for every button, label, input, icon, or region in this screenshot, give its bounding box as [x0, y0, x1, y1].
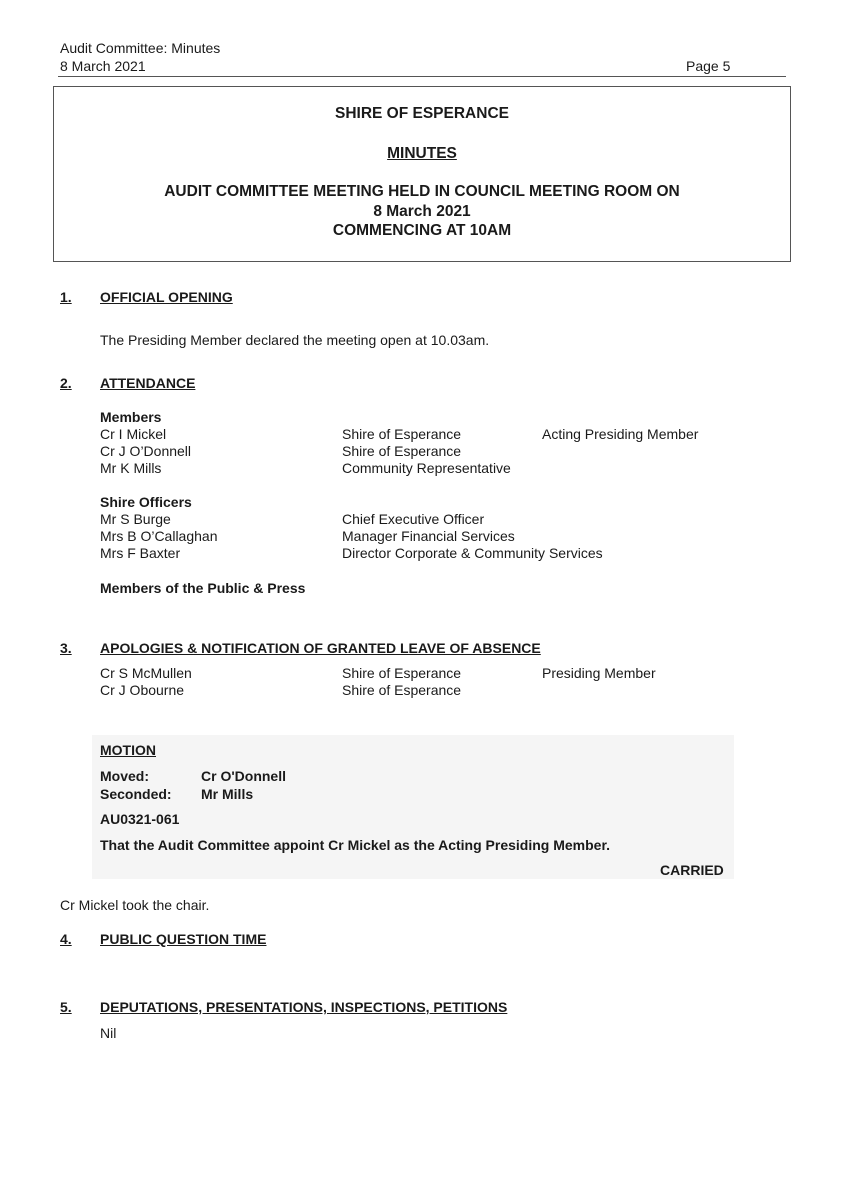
- member-name: Cr I Mickel: [100, 426, 167, 442]
- section-5-number: 5.: [60, 999, 72, 1015]
- section-1-number: 1.: [60, 289, 72, 305]
- header-page-number: Page 5: [686, 58, 731, 74]
- member-name: Cr J O’Donnell: [100, 443, 192, 459]
- public-press-heading: Members of the Public & Press: [100, 580, 306, 596]
- officer-position: Chief Executive Officer: [342, 511, 485, 527]
- motion-reference: AU0321-061: [100, 811, 180, 827]
- member-org: Community Representative: [342, 460, 511, 476]
- section-3-number: 3.: [60, 640, 72, 656]
- apology-role: Presiding Member: [542, 665, 656, 681]
- header-rule: [58, 76, 786, 77]
- section-2-number: 2.: [60, 375, 72, 391]
- section-2-title: ATTENDANCE: [100, 375, 196, 391]
- apology-org: Shire of Esperance: [342, 682, 462, 698]
- officer-name: Mrs F Baxter: [100, 545, 181, 561]
- member-name: Mr K Mills: [100, 460, 162, 476]
- apology-org: Shire of Esperance: [342, 665, 462, 681]
- section-1-text: The Presiding Member declared the meeting open at 10.03am.: [100, 332, 490, 348]
- header-date: 8 March 2021: [60, 58, 146, 74]
- moved-label: Moved:: [100, 768, 149, 784]
- members-heading: Members: [100, 409, 162, 425]
- section-5-title: DEPUTATIONS, PRESENTATIONS, INSPECTIONS, PETITIONS: [100, 999, 508, 1015]
- title-line-1: AUDIT COMMITTEE MEETING HELD IN COUNCIL MEETING ROOM ON: [164, 183, 680, 200]
- section-4-number: 4.: [60, 931, 72, 947]
- title-line-2: 8 March 2021: [373, 203, 471, 220]
- member-org: Shire of Esperance: [342, 426, 462, 442]
- motion-result: CARRIED: [660, 862, 724, 878]
- officers-heading: Shire Officers: [100, 494, 192, 510]
- officer-position: Director Corporate & Community Services: [342, 545, 603, 561]
- moved-value: Cr O'Donnell: [201, 768, 286, 784]
- member-role: Acting Presiding Member: [542, 426, 699, 442]
- title-line-3: COMMENCING AT 10AM: [332, 222, 512, 239]
- section-4-title: PUBLIC QUESTION TIME: [100, 931, 267, 947]
- section-1-title: OFFICIAL OPENING: [100, 289, 233, 305]
- motion-box: [92, 735, 734, 879]
- officer-name: Mr S Burge: [100, 511, 171, 527]
- officer-position: Manager Financial Services: [342, 528, 515, 544]
- seconded-label: Seconded:: [100, 786, 172, 802]
- motion-text: That the Audit Committee appoint Cr Mickel as the Acting Presiding Member.: [100, 837, 611, 853]
- header-doc-title: Audit Committee: Minutes: [60, 40, 221, 56]
- title-doc-type: MINUTES: [387, 145, 457, 162]
- motion-heading: MOTION: [100, 742, 156, 758]
- seconded-value: Mr Mills: [201, 786, 254, 802]
- section-3-title: APOLOGIES & NOTIFICATION OF GRANTED LEAVE OF ABSENCE: [100, 640, 541, 656]
- member-org: Shire of Esperance: [342, 443, 462, 459]
- officer-name: Mrs B O’Callaghan: [100, 528, 218, 544]
- apology-name: Cr S McMullen: [100, 665, 192, 681]
- title-org: SHIRE OF ESPERANCE: [335, 105, 509, 122]
- after-motion-text: Cr Mickel took the chair.: [60, 897, 210, 913]
- section-5-text: Nil: [100, 1025, 117, 1041]
- apology-name: Cr J Obourne: [100, 682, 185, 698]
